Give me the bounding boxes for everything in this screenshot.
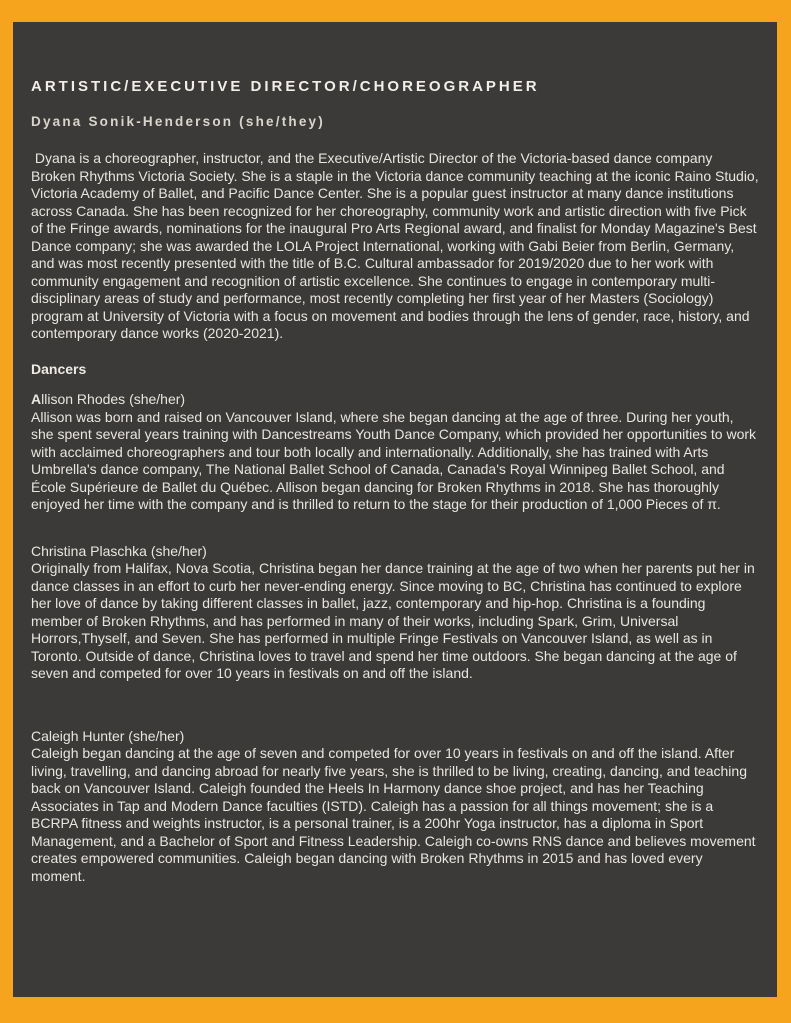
dancer-name-allison bbox=[31, 391, 759, 409]
dancer-bio-allison: Allison was born and raised on Vancouver Island, where she began dancing at the age of three. During her youth, she spent several years training with Dancestreams Youth Dance Company, which provided her opportunities to work with acclaimed choreographers and tour both locally and internationally. Additionally, she has trained with Arts Umbrella's dance company, The National Ballet School of Canada, Canada's Royal Winnipeg Ballet School, and École Supérieure de Ballet du Québec. Allison began dancing for Broken Rhythms in 2018. She has thoroughly enjoyed her time with the company and is thrilled to return to the stage for their production of 1,000 Pieces of π. bbox=[31, 408, 760, 513]
director-bio: Dyana is a choreographer, instructor, and the Executive/Artistic Director of the Victoria-based dance company Broken Rhythms Victoria Society. She is a staple in the Victoria dance community teaching at the iconic Raino Studio, Victoria Academy of Ballet, and Pacific Dance Center. She is a popular guest instructor at many dance institutions across Canada. She has been recognized for her choreography, community work and artistic direction with five Pick of the Fringe awards, nominations for the inaugural Pro Arts Regional award, and finalist for Monday Magazine's Best Dance company; she was awarded the LOLA Project International, working with Gabi Beier from Berlin, Germany, and was most recently presented with the title of B.C. Cultural ambassador for 2019/2020 due to her work with community engagement and recognition of artistic excellence. She continues to engage in contemporary multi-disciplinary areas of study and performance, most recently completing her first year of her Masters (Sociology) program at University of Victoria with a focus on movement and bodies through the lens of gender, race, history, and contemporary dance works (2020-2021). bbox=[31, 150, 763, 342]
dancer-section-allison bbox=[31, 391, 759, 514]
dancer-name-christina bbox=[31, 543, 759, 561]
dancer-name-allison-rest: llison Rhodes (she/her) bbox=[41, 391, 186, 408]
dancers-section-heading: Dancers bbox=[31, 360, 87, 377]
content-panel bbox=[13, 22, 777, 997]
dancer-name-allison-bold-initial: A bbox=[31, 391, 42, 408]
dancer-name-christina-rest: Christina Plaschka (she/her) bbox=[31, 542, 207, 559]
dancer-bio-caleigh: Caleigh began dancing at the age of seven and competed for over 10 years in festivals on and off the island. After living, travelling, and dancing abroad for nearly five years, she is thrilled to be living, creating, dancing, and teaching back on Vancouver Island. Caleigh founded the Heels In Harmony dance shoe project, and has her Teaching Associates in Tap and Modern Dance faculties (ISTD). Caleigh has a passion for all things movement; she is a BCRPA fitness and weights instructor, is a personal trainer, is a 200hr Yoga instructor, has a diploma in Sport Management, and a Bachelor of Sport and Fitness Leadership. Caleigh co-owns RNS dance and believes movement creates empowered communities. Caleigh began dancing with Broken Rhythms in 2015 and has loved every moment. bbox=[31, 745, 760, 884]
dancer-section-christina bbox=[31, 543, 759, 683]
director-name: Dyana Sonik-Henderson (she/they) bbox=[31, 113, 325, 129]
dancer-name-caleigh-rest: Caleigh Hunter (she/her) bbox=[31, 727, 185, 744]
page-title: ARTISTIC/EXECUTIVE DIRECTOR/CHOREOGRAPHER bbox=[31, 78, 540, 95]
dancer-name-caleigh bbox=[31, 728, 759, 746]
dancer-section-caleigh bbox=[31, 728, 759, 886]
dancer-bio-christina: Originally from Halifax, Nova Scotia, Christina began her dance training at the age of two when her parents put her in dance classes in an effort to curb her never-ending energy. Since moving to BC, Christina has continued to explore her love of dance by taking different classes in ballet, jazz, contemporary and hip-hop. Christina is a founding member of Broken Rhythms, and has performed in many of their works, including Spark, Grim, Universal Horrors,Thyself, and Seven. She has performed in multiple Fringe Festivals on Vancouver Island, as well as in Toronto. Outside of dance, Christina loves to travel and spend her time outdoors. She began dancing at the age of seven and competed for over 10 years in festivals on and off the island. bbox=[31, 560, 759, 682]
